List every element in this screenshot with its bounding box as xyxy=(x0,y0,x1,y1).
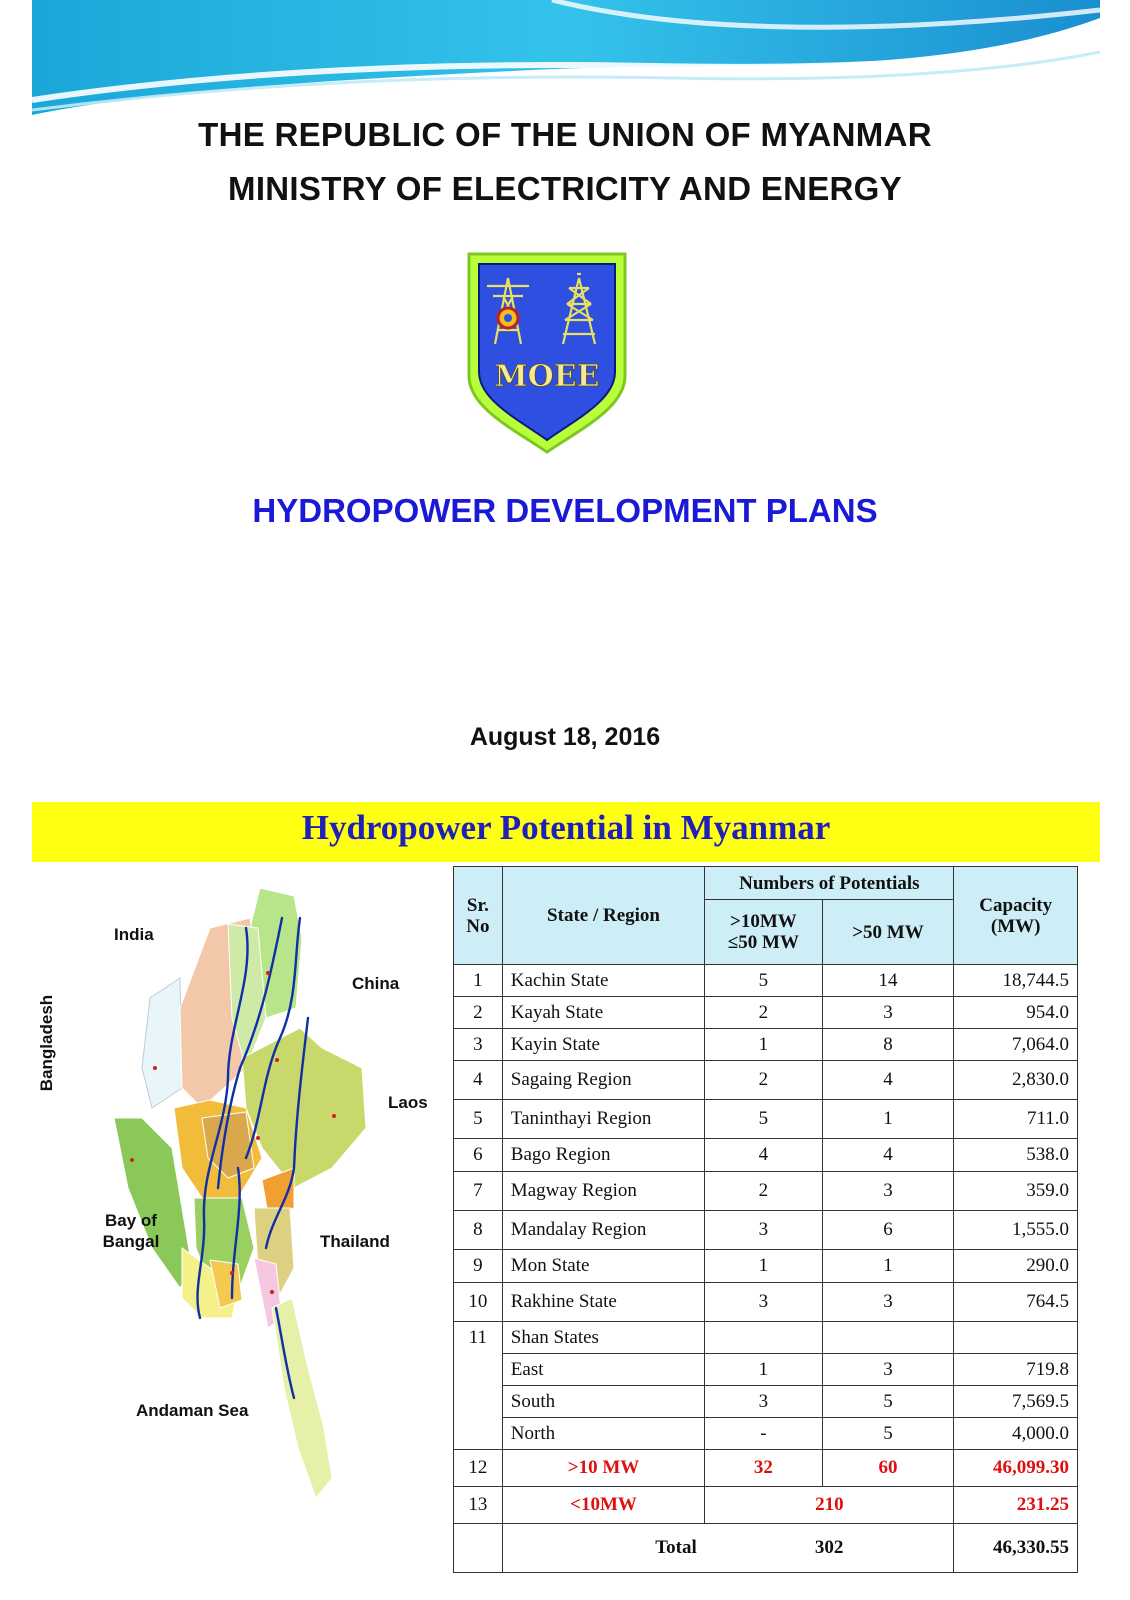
cell-no: 9 xyxy=(454,1250,503,1283)
table-row-shan-south xyxy=(454,1386,1078,1418)
cell-no: 6 xyxy=(454,1139,503,1172)
table-row-shan-east xyxy=(454,1354,1078,1386)
table-row xyxy=(454,1139,1078,1172)
cell-no: 11 xyxy=(454,1322,503,1354)
cell-cap: 538.0 xyxy=(954,1139,1078,1172)
table-row xyxy=(454,1283,1078,1322)
document-date: August 18, 2016 xyxy=(469,723,661,751)
cell-a: 1 xyxy=(705,1029,822,1061)
cell-name: East xyxy=(502,1354,704,1386)
cell-b: 4 xyxy=(822,1139,954,1172)
cell-a: 3 xyxy=(705,1211,822,1250)
table-row xyxy=(454,1250,1078,1283)
cell-a: 2 xyxy=(705,1172,822,1211)
cell-cap: 7,569.5 xyxy=(954,1386,1078,1418)
cell-cap: 711.0 xyxy=(954,1100,1078,1139)
cell-label: >10 MW xyxy=(502,1450,704,1487)
col-header-range2: >50 MW xyxy=(822,900,954,965)
header-wave-decoration xyxy=(32,0,1100,120)
cell-b: 3 xyxy=(822,1283,954,1322)
cell-name: Bago Region xyxy=(502,1139,704,1172)
col-header-capacity: Capacity (MW) xyxy=(954,867,1078,965)
map-label-bangladesh: Bangladesh xyxy=(37,994,56,1092)
cell-b: 14 xyxy=(822,965,954,997)
cell-cap: 46,099.30 xyxy=(954,1450,1078,1487)
moee-emblem-icon xyxy=(459,248,635,456)
col-header-srno: Sr. No xyxy=(454,867,503,965)
table-row xyxy=(454,1100,1078,1139)
cell-name: Kachin State xyxy=(502,965,704,997)
cell-b: 8 xyxy=(822,1029,954,1061)
cell-label: <10MW xyxy=(502,1487,704,1524)
cell-b: 1 xyxy=(822,1100,954,1139)
table-row xyxy=(454,1029,1078,1061)
cell-no: 5 xyxy=(454,1100,503,1139)
country-title: THE REPUBLIC OF THE UNION OF MYANMAR xyxy=(198,116,932,153)
map-label-china: China xyxy=(352,974,400,993)
cell-a: 1 xyxy=(705,1354,822,1386)
cell-total-label: Total xyxy=(502,1524,704,1573)
cell-name: Shan States xyxy=(502,1322,704,1354)
hydropower-potential-table xyxy=(453,866,1078,1573)
cell-a: 1 xyxy=(705,1250,822,1283)
table-row-over10 xyxy=(454,1450,1078,1487)
cell-no: 3 xyxy=(454,1029,503,1061)
cell-b: 1 xyxy=(822,1250,954,1283)
title-block xyxy=(0,108,1130,216)
cell-name: Taninthayi Region xyxy=(502,1100,704,1139)
table-row xyxy=(454,1172,1078,1211)
map-label-bay: Bay of Bangal xyxy=(102,1211,160,1251)
cell-a: 3 xyxy=(705,1386,822,1418)
cell-b: 5 xyxy=(822,1418,954,1450)
table-row-shan-north xyxy=(454,1418,1078,1450)
ministry-title: MINISTRY OF ELECTRICITY AND ENERGY xyxy=(228,170,902,207)
logo-text: MOEE xyxy=(494,359,600,394)
map-label-india: India xyxy=(114,925,154,944)
col-header-range1: >10MW ≤50 MW xyxy=(705,900,822,965)
table-row-total xyxy=(454,1524,1078,1573)
cell-cap: 2,830.0 xyxy=(954,1061,1078,1100)
cell-cap: 719.8 xyxy=(954,1354,1078,1386)
cell-b: 6 xyxy=(822,1211,954,1250)
cell-name: Magway Region xyxy=(502,1172,704,1211)
cell-a: 2 xyxy=(705,1061,822,1100)
cell-b: 3 xyxy=(822,1172,954,1211)
cell-cap: 1,555.0 xyxy=(954,1211,1078,1250)
table-header-row xyxy=(454,867,1078,900)
cell-name: Mandalay Region xyxy=(502,1211,704,1250)
cell-name: Sagaing Region xyxy=(502,1061,704,1100)
cell-name: Kayin State xyxy=(502,1029,704,1061)
cell-b: 5 xyxy=(822,1386,954,1418)
cell-no: 10 xyxy=(454,1283,503,1322)
cell-total-cap: 46,330.55 xyxy=(954,1524,1078,1573)
table-row xyxy=(454,965,1078,997)
cell-cap: 231.25 xyxy=(954,1487,1078,1524)
cell-b: 3 xyxy=(822,1354,954,1386)
table-row xyxy=(454,1211,1078,1250)
cell-a: 4 xyxy=(705,1139,822,1172)
cell-b: 60 xyxy=(822,1450,954,1487)
map-label-thailand: Thailand xyxy=(320,1232,390,1251)
cell-no: 8 xyxy=(454,1211,503,1250)
cell-cap: 954.0 xyxy=(954,997,1078,1029)
table-row-under10 xyxy=(454,1487,1078,1524)
cell-b: 4 xyxy=(822,1061,954,1100)
cell-name: Kayah State xyxy=(502,997,704,1029)
cell-a: 32 xyxy=(705,1450,822,1487)
map-label-andaman: Andaman Sea xyxy=(136,1401,249,1420)
table-row-shan xyxy=(454,1322,1078,1354)
cell-a: 2 xyxy=(705,997,822,1029)
section-banner xyxy=(32,802,1100,862)
cell-no: 2 xyxy=(454,997,503,1029)
cell-cap: 4,000.0 xyxy=(954,1418,1078,1450)
cell-a: 3 xyxy=(705,1283,822,1322)
cell-name: Rakhine State xyxy=(502,1283,704,1322)
table-row xyxy=(454,997,1078,1029)
cell-name: North xyxy=(502,1418,704,1450)
cell-name: Mon State xyxy=(502,1250,704,1283)
map-label-laos: Laos xyxy=(388,1093,428,1112)
cell-count: 210 xyxy=(705,1487,954,1524)
cell-no: 12 xyxy=(454,1450,503,1487)
cell-total-count: 302 xyxy=(705,1524,954,1573)
cell-cap: 359.0 xyxy=(954,1172,1078,1211)
cell-cap: 764.5 xyxy=(954,1283,1078,1322)
section-title: Hydropower Potential in Myanmar xyxy=(301,808,831,847)
myanmar-map xyxy=(32,868,450,1588)
cell-no: 1 xyxy=(454,965,503,997)
cell-no: 13 xyxy=(454,1487,503,1524)
cell-no: 4 xyxy=(454,1061,503,1100)
cell-name: South xyxy=(502,1386,704,1418)
col-header-region: State / Region xyxy=(502,867,704,965)
cell-a: 5 xyxy=(705,965,822,997)
cell-cap: 18,744.5 xyxy=(954,965,1078,997)
document-subtitle: HYDROPOWER DEVELOPMENT PLANS xyxy=(252,492,878,529)
cell-cap: 7,064.0 xyxy=(954,1029,1078,1061)
col-header-numbers: Numbers of Potentials xyxy=(705,867,954,900)
cell-no: 7 xyxy=(454,1172,503,1211)
cell-cap: 290.0 xyxy=(954,1250,1078,1283)
cell-a: 5 xyxy=(705,1100,822,1139)
table-row xyxy=(454,1061,1078,1100)
cell-a: - xyxy=(705,1418,822,1450)
cell-b: 3 xyxy=(822,997,954,1029)
